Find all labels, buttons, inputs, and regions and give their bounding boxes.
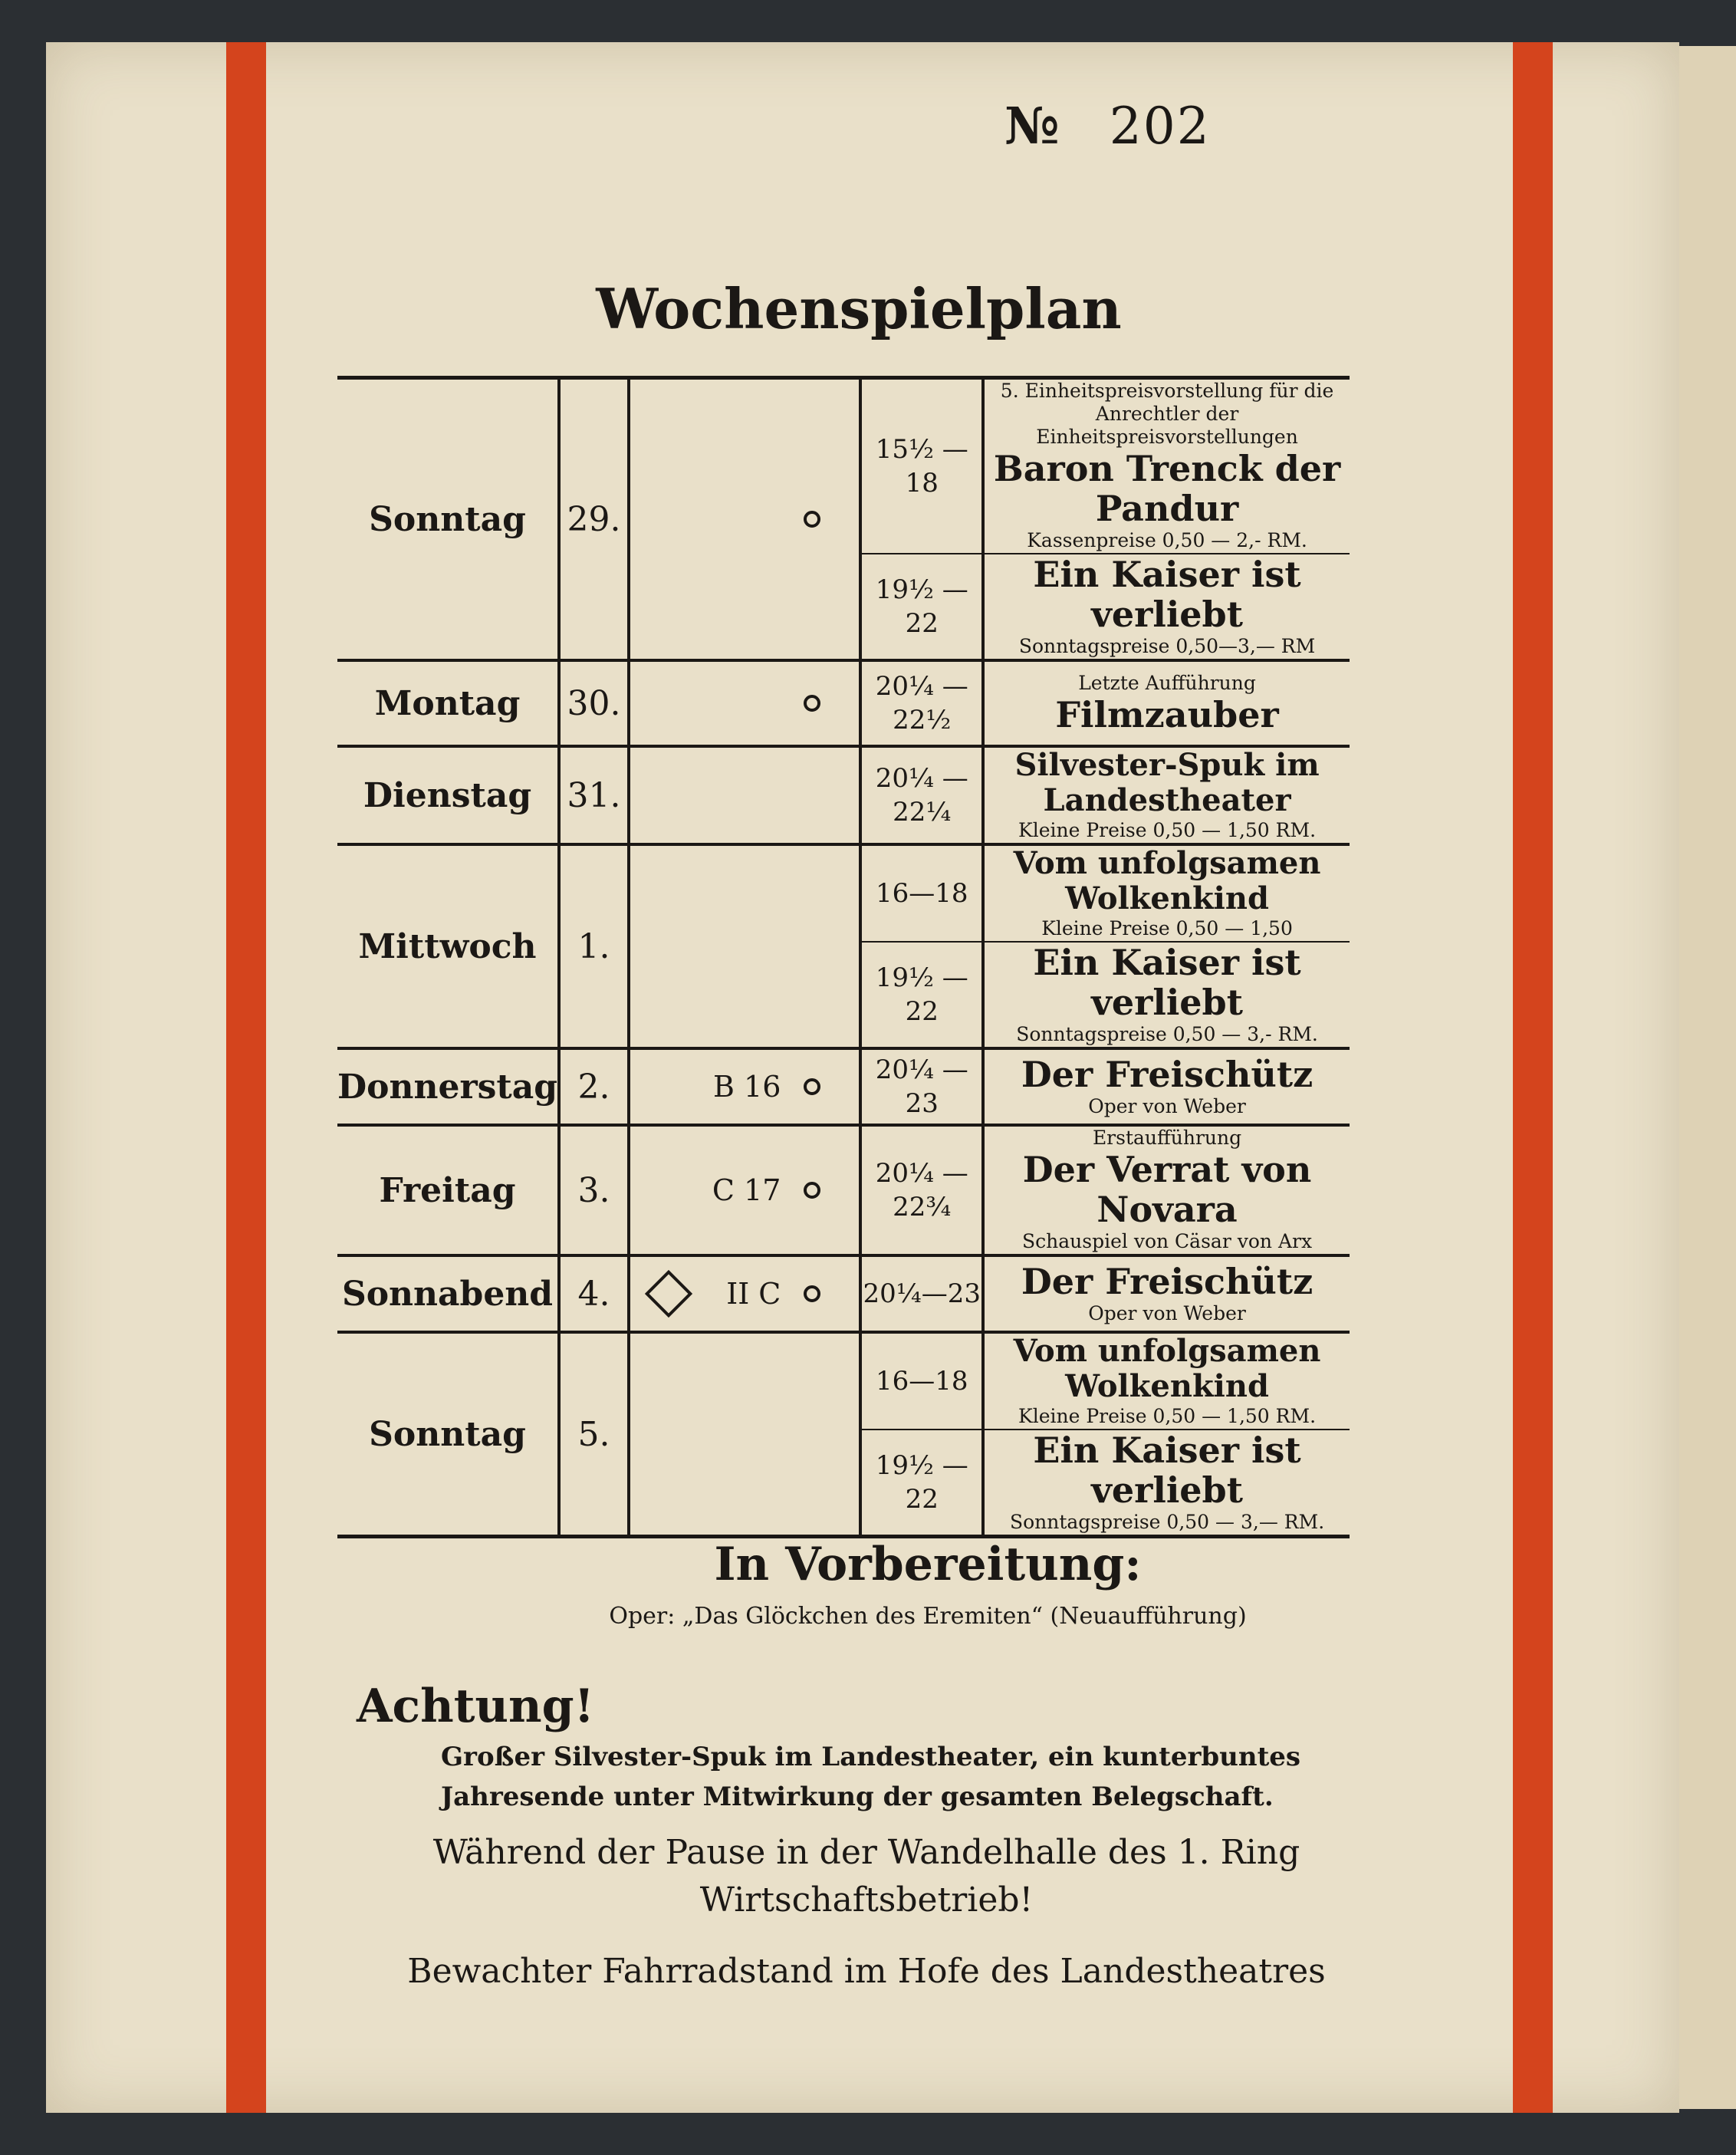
day-name: Freitag (337, 1125, 559, 1255)
day-date: 4. (559, 1255, 629, 1332)
circle-marker-icon (804, 1078, 820, 1095)
performance-cell (983, 554, 1350, 660)
schedule-row (337, 844, 1350, 942)
performance-time: 20¼ — 22½ (860, 660, 983, 746)
performance-cell (983, 1125, 1350, 1255)
performance-time: 16—18 (860, 1332, 983, 1430)
series-cell (629, 844, 860, 1048)
series-label: B 16 (713, 1070, 781, 1104)
performance-title: Ein Kaiser ist verliebt (1033, 554, 1301, 635)
day-date: 31. (559, 746, 629, 844)
performance-note: Kassenpreise 0,50 — 2,- RM. (1027, 529, 1307, 551)
performance-title: Baron Trenck der Pandur (993, 448, 1341, 529)
performance-time: 15½ — 18 (860, 378, 983, 554)
notice-text: Großer Silvester-Spuk im Landestheater, ein kunterbuntes Jahresende unter Mitwirkung der gesamten Belegschaft. (441, 1742, 1301, 1812)
day-date: 5. (559, 1332, 629, 1537)
performance-note: Oper von Weber (1088, 1095, 1246, 1117)
schedule-row (337, 1125, 1350, 1255)
performance-note: Kleine Preise 0,50 — 1,50 RM. (1018, 1405, 1317, 1427)
right-red-stripe (1513, 42, 1553, 2113)
day-name: Sonntag (337, 1332, 559, 1537)
performance-time: 20¼—23 (860, 1255, 983, 1332)
series-cell (629, 1255, 860, 1332)
day-name: Dienstag (337, 746, 559, 844)
day-name: Montag (337, 660, 559, 746)
circle-marker-icon (804, 695, 820, 712)
circle-marker-icon (804, 1285, 820, 1302)
performance-time: 20¼ — 22¾ (860, 1125, 983, 1255)
preparation-line: Oper: „Das Glöckchen des Eremiten“ (Neuaufführung) (609, 1603, 1247, 1630)
day-name: Sonntag (337, 378, 559, 661)
performance-note: Oper von Weber (1088, 1302, 1246, 1324)
day-date: 3. (559, 1125, 629, 1255)
schedule-row (337, 1332, 1350, 1430)
performance-note: Sonntagspreise 0,50—3,— RM (1018, 635, 1316, 657)
performance-note: Sonntagspreise 0,50 — 3,— RM. (1009, 1511, 1325, 1533)
schedule-row (337, 1048, 1350, 1125)
performance-cell (983, 660, 1350, 746)
series-cell (629, 746, 860, 844)
performance-title: Ein Kaiser ist verliebt (1033, 942, 1301, 1023)
schedule-row (337, 1255, 1350, 1332)
left-red-stripe (226, 42, 266, 2113)
notice-title: Achtung! (357, 1680, 594, 1733)
performance-note: Kleine Preise 0,50 — 1,50 RM. (1018, 819, 1317, 841)
day-name: Donnerstag (337, 1048, 559, 1125)
day-date: 30. (559, 660, 629, 746)
performance-note: Schauspiel von Cäsar von Arx (1022, 1230, 1313, 1252)
series-cell (629, 1125, 860, 1255)
performance-time: 19½ — 22 (860, 1430, 983, 1537)
schedule-row (337, 746, 1350, 844)
series-label: II C (726, 1277, 781, 1311)
performance-cell (983, 1332, 1350, 1430)
performance-title: Vom unfolgsamen Wolkenkind (1013, 845, 1321, 916)
page-number (1004, 96, 1211, 156)
performance-cell (983, 844, 1350, 942)
performance-note: Kleine Preise 0,50 — 1,50 (1041, 917, 1293, 939)
number-value: 202 (1109, 97, 1211, 156)
circle-marker-icon (804, 511, 820, 528)
page-title: Wochenspielplan (596, 276, 1122, 341)
performance-pre-note: Erstaufführung (1092, 1127, 1242, 1149)
number-sign: № (1004, 96, 1061, 156)
performance-time: 20¼ — 23 (860, 1048, 983, 1125)
performance-title: Vom unfolgsamen Wolkenkind (1013, 1333, 1321, 1404)
day-name: Mittwoch (337, 844, 559, 1048)
performance-cell (983, 1048, 1350, 1125)
performance-cell (983, 1430, 1350, 1537)
series-cell (629, 1332, 860, 1537)
series-label: C 17 (712, 1173, 781, 1207)
performance-time: 16—18 (860, 844, 983, 942)
performance-note: Sonntagspreise 0,50 — 3,- RM. (1016, 1023, 1318, 1045)
performance-title: Der Freischütz (1021, 1054, 1314, 1095)
pause-note: Während der Pause in der Wandelhalle des 1. Ring Wirtschaftsbetrieb! (432, 1833, 1300, 1920)
series-cell (629, 1048, 860, 1125)
performance-title: Silvester-Spuk im Landestheater (1014, 747, 1320, 818)
series-cell (629, 378, 860, 661)
performance-cell (983, 378, 1350, 554)
day-name: Sonnabend (337, 1255, 559, 1332)
performance-cell (983, 942, 1350, 1048)
performance-time: 19½ — 22 (860, 554, 983, 660)
performance-title: Ein Kaiser ist verliebt (1033, 1430, 1301, 1511)
performance-cell (983, 746, 1350, 844)
day-date: 1. (559, 844, 629, 1048)
performance-title: Der Verrat von Novara (1022, 1149, 1312, 1230)
performance-time: 19½ — 22 (860, 942, 983, 1048)
performance-pre-note: Letzte Aufführung (1078, 672, 1256, 694)
schedule-row (337, 660, 1350, 746)
performance-title: Filmzauber (1055, 694, 1279, 735)
performance-pre-note: 5. Einheitspreisvorstellung für die Anrechtler der Einheitspreisvorstellungen (1000, 380, 1334, 448)
performance-title: Der Freischütz (1021, 1261, 1314, 1302)
day-date: 29. (559, 378, 629, 661)
schedule-row (337, 378, 1350, 554)
performance-cell (983, 1255, 1350, 1332)
bike-note: Bewachter Fahrradstand im Hofe des Landestheatres (407, 1952, 1326, 1991)
circle-marker-icon (804, 1182, 820, 1199)
series-cell (629, 660, 860, 746)
performance-time: 20¼ — 22¼ (860, 746, 983, 844)
preparation-title: In Vorbereitung: (714, 1538, 1142, 1591)
weekly-schedule-table (337, 376, 1350, 1538)
day-date: 2. (559, 1048, 629, 1125)
